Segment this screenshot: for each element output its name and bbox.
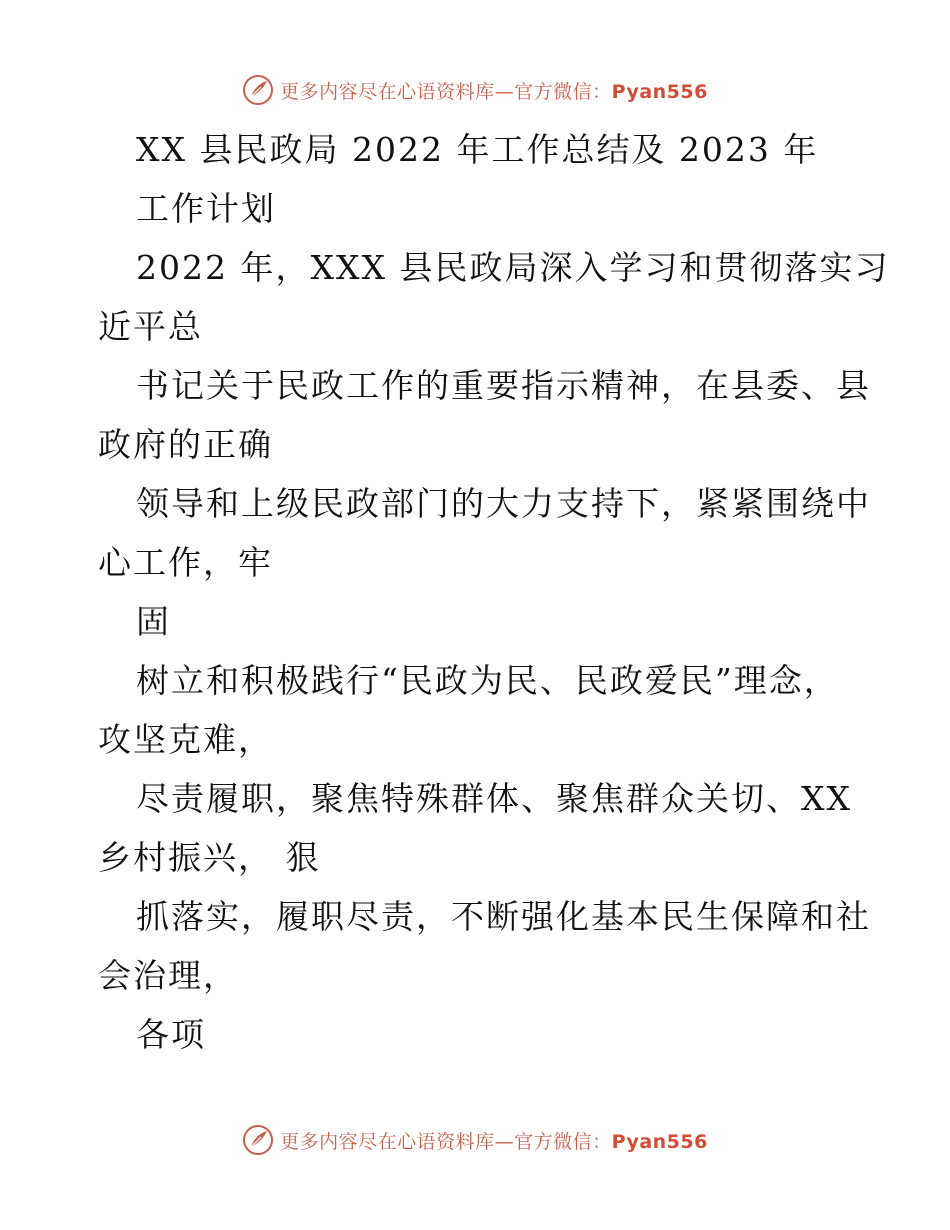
watermark-text	[280, 77, 708, 104]
doc-text-line: 领导和上级民政部门的大力支持下，紧紧围绕中	[136, 484, 871, 523]
watermark-text-cn: 更多内容尽在心语资料库—官方微信：	[280, 80, 612, 103]
doc-text-line: 政府的正确	[98, 425, 273, 464]
watermark-text	[280, 1127, 708, 1154]
footer-watermark-banner	[0, 1120, 950, 1160]
doc-text-line: 2022 年，XXX 县民政局深入学习和贯彻落实习	[136, 248, 890, 287]
watermark-wechat-id: Pyan556	[611, 80, 708, 103]
doc-text-line: 抓落实，履职尽责，不断强化基本民生保障和社	[136, 897, 871, 936]
doc-text-line: 攻坚克难，	[98, 720, 273, 759]
doc-text-line: 各项	[136, 1015, 206, 1054]
doc-text-line: 会治理，	[98, 956, 238, 995]
header-watermark-banner	[0, 70, 950, 110]
watermark-wechat-id: Pyan556	[611, 1130, 708, 1153]
doc-text-line: 尽责履职，聚焦特殊群体、聚焦群众关切、XX	[136, 779, 852, 818]
doc-title-line-2: 工作计划	[136, 189, 276, 228]
feather-pen-logo-icon	[242, 1124, 274, 1156]
doc-title-line-1: XX 县民政局 2022 年工作总结及 2023 年	[136, 130, 819, 169]
doc-text-line: 树立和积极践行“民政为民、民政爱民”理念，	[136, 661, 839, 700]
doc-text-line: 近平总	[98, 307, 203, 346]
feather-pen-logo-icon	[242, 74, 274, 106]
document-body	[98, 120, 890, 1064]
watermark-text-cn: 更多内容尽在心语资料库—官方微信：	[280, 1130, 612, 1153]
doc-text-line: 心工作，牢	[98, 543, 273, 582]
doc-text-line: 乡村振兴， 狠	[98, 838, 321, 877]
doc-text-line: 书记关于民政工作的重要指示精神，在县委、县	[136, 366, 871, 405]
doc-text-line: 固	[136, 602, 171, 641]
